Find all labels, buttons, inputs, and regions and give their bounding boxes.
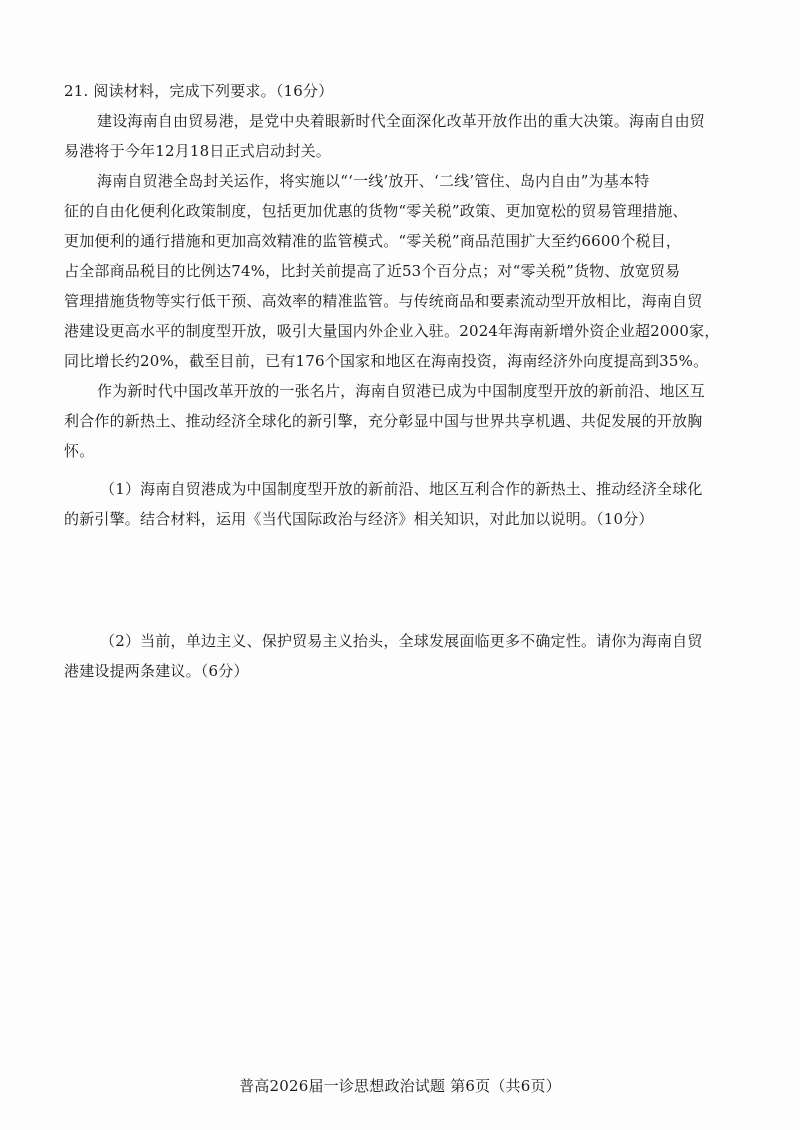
material-paragraph-1 — [64, 106, 744, 166]
text-line: 港建设更高水平的制度型开放，吸引大量国内外企业入驻。2024年海南新增外资企业超2000家， — [64, 322, 720, 340]
text-line: 管理措施货物等实行低干预、高效率的精准监管。与传统商品和要素流动型开放相比，海南自贸 — [64, 292, 703, 310]
text-line: 港建设提两条建议。（6分） — [64, 662, 249, 680]
text-line: 易港将于今年12月18日正式启动封关。 — [64, 142, 331, 160]
material-paragraph-2 — [64, 166, 744, 376]
answer-space — [64, 534, 744, 626]
material-paragraph-3 — [64, 376, 744, 466]
text-line: 占全部商品税目的比例达74%，比封关前提高了近53个百分点；对“零关税”货物、放宽贸易 — [64, 262, 681, 280]
text-line: 利合作的新热土、推动经济全球化的新引擎，充分彰显中国与世界共享机遇、共促发展的开放胸 — [64, 412, 703, 430]
text-line: 建设海南自由贸易港，是党中央着眼新时代全面深化改革开放作出的重大决策。海南自由贸 — [97, 112, 706, 130]
question-21 — [64, 76, 744, 686]
question-title: 21. 阅读材料，完成下列要求。（16分） — [64, 82, 334, 100]
text-line: 更加便利的通行措施和更加高效精准的监管模式。“零关税”商品范围扩大至约6600个税目， — [64, 232, 682, 250]
text-line: 作为新时代中国改革开放的一张名片，海南自贸港已成为中国制度型开放的新前沿、地区互 — [97, 382, 706, 400]
text-line: 怀。 — [64, 442, 95, 460]
text-line: 的新引擎。结合材料，运用《当代国际政治与经济》相关知识，对此加以说明。（10分） — [64, 510, 654, 528]
text-line: 征的自由化便利化政策制度，包括更加优惠的货物“零关税”政策、更加宽松的贸易管理措施、 — [64, 202, 688, 220]
text-line: （2）当前，单边主义、保护贸易主义抬头，全球发展面临更多不确定性。请你为海南自贸 — [100, 632, 703, 650]
sub-question-1 — [64, 474, 744, 534]
page-footer: 普高2026届一诊思想政治试题 第6页（共6页） — [239, 1077, 561, 1095]
text-line: 海南自贸港全岛封关运作，将实施以“‘一线’放开、‘二线’管住、岛内自由”为基本特 — [97, 172, 650, 190]
sub-question-2 — [64, 626, 744, 686]
text-line: （1）海南自贸港成为中国制度型开放的新前沿、地区互利合作的新热土、推动经济全球化 — [100, 480, 703, 498]
text-line: 同比增长约20%，截至目前，已有176个国家和地区在海南投资，海南经济外向度提高到35%。 — [64, 352, 709, 370]
